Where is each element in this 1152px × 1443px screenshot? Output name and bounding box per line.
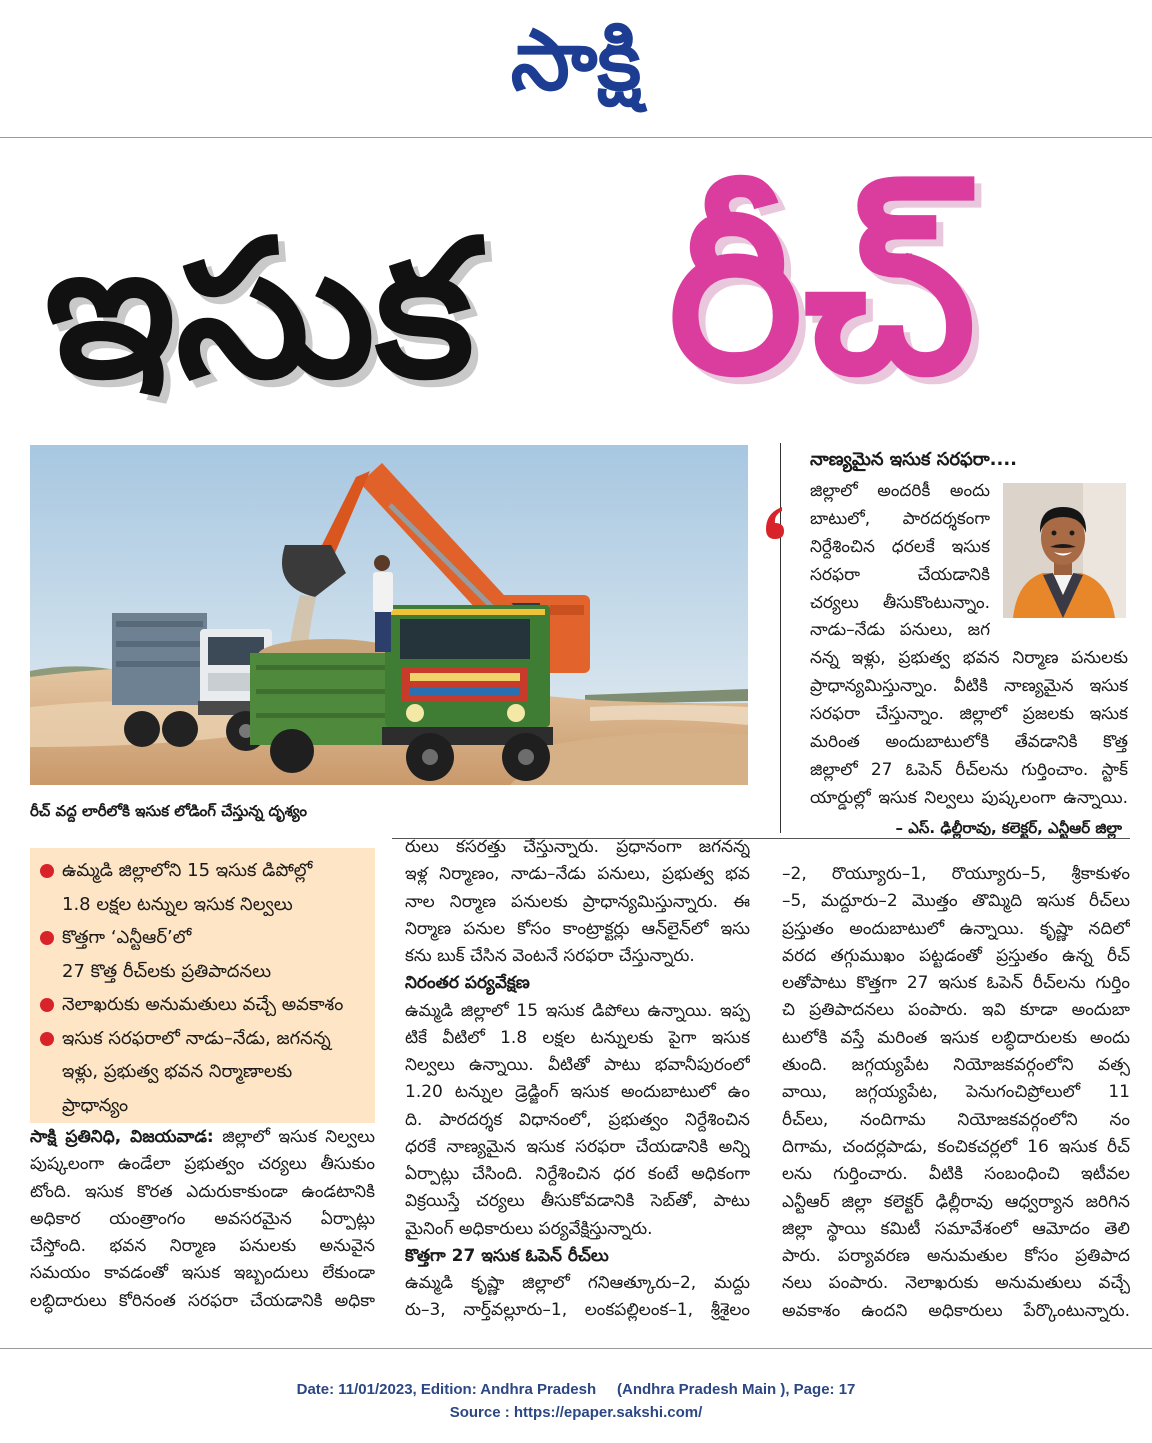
bullet-icon xyxy=(40,931,54,945)
footer-source-line: Source : https://epaper.sakshi.com/ xyxy=(449,1404,703,1421)
body-line: నాల నిర్మాణ పనులకు ప్రాధాన్యమిస్తున్నారు. ఈ xyxy=(405,891,750,912)
masthead-divider xyxy=(0,137,1152,138)
quote-heading: నాణ్యమైన ఇసుక సరఫరా.... xyxy=(810,449,1018,470)
body-line: అధికార యంత్రాంగం అవసరమైన ఏర్పాట్లు xyxy=(30,1208,375,1229)
headline-word-2: రీచ్ xyxy=(668,160,977,425)
article-column-middle xyxy=(405,834,750,1325)
body-line: ది. పారదర్శక విధానంలో, ప్రభుత్వం నిర్దేశించిన xyxy=(405,1109,750,1130)
body-line: చి ప్రతిపాదనలు పంపారు. ఇవి కూడా అందుబా xyxy=(782,1000,1130,1021)
quote-mark-icon xyxy=(760,503,790,543)
body-line: –2, రొయ్యూరు–1, రొయ్యూరు–5, శ్రీకాకుళం xyxy=(782,864,1130,884)
article-column-right xyxy=(782,861,1130,1325)
highlight-line: 27 కొత్త రీచ్‌లకు ప్రతిపాదనలు xyxy=(62,960,272,982)
body-line: లబ్ధిదారులు కోరినంత సరఫరా చేయడానికి అధికా xyxy=(30,1290,375,1311)
bullet-icon xyxy=(40,998,54,1012)
body-line: ఉమ్మడి జిల్లాలో 15 ఇసుక డిపోలు ఉన్నాయి. ఇప్ప xyxy=(405,1000,750,1021)
body-line: దిగామ, చందర్లపాడు, కంచికచర్లలో 16 ఇసుక రీచ్ xyxy=(782,1136,1130,1157)
highlight-line: కొత్తగా ‘ఎన్టీఆర్’లో xyxy=(62,927,192,948)
sakshi-logo: సాక్షి xyxy=(510,11,642,109)
dump-truck-left xyxy=(112,613,274,751)
bullet-icon xyxy=(40,864,54,878)
body-line: విక్రయిస్తే చర్యలు తీసుకోవడానికి సెబ్‌తో, పాటు xyxy=(405,1191,750,1212)
body-line: 1.20 టన్నుల డ్రెడ్జింగ్ ఇసుక అందుబాటులో ఉం xyxy=(405,1082,750,1103)
body-line: –5, మద్దూరు–2 మొత్తం తొమ్మిది ఇసుక రీచ్‌లు xyxy=(782,891,1130,912)
quote-line: సరఫరా చేస్తున్నాం. జిల్లాలో ప్రజలకు ఇసుక xyxy=(810,704,1128,725)
body-line: అవకాశం ఉందని అధికారులు పేర్కొంటున్నారు. xyxy=(782,1300,1130,1321)
body-line: కను బుక్ చేసిన వెంటనే సరఫరా చేస్తున్నారు. xyxy=(405,946,695,966)
highlights-box xyxy=(30,848,375,1123)
article-column-left xyxy=(30,1124,375,1315)
body-line xyxy=(30,1124,375,1151)
body-line: పుష్కలంగా ఉండేలా ప్రభుత్వం చర్యలు తీసుకుం xyxy=(30,1154,375,1175)
highlight-item xyxy=(30,1022,375,1123)
body-line: టోంది. ఇసుక కొరత ఎదురుకాకుండా ఉండటానికి xyxy=(30,1181,375,1202)
body-line: ధరకే నాణ్యమైన ఇసుక సరఫరా చేయడానికి అన్ని xyxy=(405,1136,750,1157)
quote-line: ప్రాధాన్యమిస్తున్నాం. వీటికి నాణ్యమైన ఇసుక xyxy=(810,676,1128,697)
quote-line: సరఫరా చేయడానికి xyxy=(810,564,990,585)
subheading: కొత్తగా 27 ఇసుక ఓపెన్ రీచ్‌లు xyxy=(405,1245,609,1266)
body-line: మైనింగ్ అధికారులు పర్యవేక్షిస్తున్నారు. xyxy=(405,1218,653,1239)
body-line: రులు కసరత్తు చేస్తున్నారు. ప్రధానంగా జగనన్న xyxy=(405,837,750,857)
quote-line: జిల్లాలో 27 ఓపెన్ రీచ్‌లను గుర్తించాం. స్టాక్ xyxy=(810,759,1128,780)
highlight-line: ప్రాధాన్యం xyxy=(62,1094,129,1116)
highlight-line: ఇసుక సరఫరాలో నాడు–నేడు, జగనన్న xyxy=(62,1027,331,1049)
subheading: నిరంతర పర్యవేక్షణ xyxy=(405,973,530,994)
body-line: చేస్తోంది. భవన నిర్మాణ పనులకు అనువైన xyxy=(30,1236,375,1257)
body-line: రీచ్‌లు, నందిగామ నియోజకవర్గంలోని నం xyxy=(782,1109,1130,1130)
body-line: నిల్వలు ఉన్నాయి. వీటితో పాటు భవానీపురంలో xyxy=(405,1055,750,1075)
sand-reach-photo xyxy=(30,445,748,785)
footer-divider xyxy=(0,1348,1152,1349)
highlight-item xyxy=(30,921,375,988)
body-line: రు–3, నార్త్‌వల్లూరు–1, లంకపల్లిలంక–1, శ్రీశైలం xyxy=(405,1300,750,1321)
photo-caption: రీచ్ వద్ద లారీలోకి ఇసుక లోడింగ్ చేస్తున్న దృశ్యం xyxy=(30,802,307,820)
body-line: సమయం కావడంతో ఇసుక ఇబ్బందులు లేకుండా xyxy=(30,1263,375,1284)
body-line: ఉమ్మడి కృష్ణా జిల్లాలో గనిఆత్కూరు–2, మద్దు xyxy=(405,1273,750,1293)
highlight-item xyxy=(30,988,375,1022)
bullet-icon xyxy=(40,1032,54,1046)
body-line: నలు పంపారు. నెలాఖరుకు అనుమతులు వచ్చే xyxy=(782,1273,1130,1294)
highlight-item xyxy=(30,854,375,921)
footer-date-line: Date: 11/01/2023, Edition: Andhra Pradesh (Andhra Pradesh Main ), Page: 17 xyxy=(296,1381,856,1398)
body-line: టికే వీటిలో 1.8 లక్షల టన్నులకు పైగా ఇసుక xyxy=(405,1027,750,1048)
dateline: సాక్షి ప్రతినిధి, విజయవాడ: xyxy=(30,1127,214,1147)
headline-word-1: ఇసుక xyxy=(45,199,475,420)
body-line: టులోకి వస్తే మరింత ఇసుక లబ్ధిదారులకు అందు xyxy=(782,1027,1130,1048)
quote-line: బాటులో, పారదర్శకంగా xyxy=(810,508,990,529)
body-line: నిర్మాణ పనుల కోసం కాంట్రాక్టర్లు ఆన్‌లైన్‌లో ఇసు xyxy=(405,918,750,939)
body-line: ఎన్టీఆర్ జిల్లా కలెక్టర్ ఢిల్లీరావు ఆధ్వర్యాన జరిగిన xyxy=(782,1191,1130,1212)
quote-line: యార్డుల్లో ఇసుక నిల్వలు పుష్కలంగా ఉన్నాయి. xyxy=(810,787,1128,808)
body-line-text: జిల్లాలో ఇసుక నిల్వలు xyxy=(222,1127,375,1147)
body-line: పారు. పర్యావరణ అనుమతుల కోసం ప్రతిపాద xyxy=(782,1246,1130,1267)
body-line: వరద తగ్గుముఖం పట్టడంతో ప్రస్తుతం ఉన్న రీచ్ xyxy=(782,945,1130,966)
quote-line: నిర్దేశించిన ధరలకే ఇసుక xyxy=(810,536,990,557)
quote-line: నాడు–నేడు పనులు, జగ xyxy=(810,620,990,641)
body-line: ప్రస్తుతం అందుబాటులో ఉన్నాయి. కృష్ణా నదిలో xyxy=(782,918,1130,939)
body-line: తుంది. జగ్గయ్యపేట నియోజకవర్గంలోని వత్స xyxy=(782,1055,1130,1076)
body-line: ఇళ్ల నిర్మాణం, నాడు–నేడు పనులు, ప్రభుత్వ భవ xyxy=(405,864,750,885)
quote-text xyxy=(810,478,1128,813)
quote-line: నన్న ఇళ్లు, ప్రభుత్వ భవన నిర్మాణ పనులకు xyxy=(810,648,1128,669)
quote-line: జిల్లాలో అందరికీ అందు xyxy=(810,481,990,501)
quote-attribution: – ఎస్. ఢిల్లీరావు, కలెక్టర్, ఎన్టీఆర్ జిల్లా xyxy=(895,819,1122,837)
body-line: వాయి, జగ్గయ్యపేట, పెనుగంచిప్రోలులో 11 xyxy=(782,1082,1130,1103)
body-line: ఏర్పాట్లు చేసింది. నిర్దేశించిన ధర కంటే అధికంగా xyxy=(405,1164,750,1184)
highlight-line: నెలాఖరుకు అనుమతులు వచ్చే అవకాశం xyxy=(62,994,344,1015)
highlight-line: 1.8 లక్షల టన్నుల ఇసుక నిల్వలు xyxy=(62,893,293,915)
highlight-line: ఇళ్లు, ప్రభుత్వ భవన నిర్మాణాలకు xyxy=(62,1061,293,1082)
quote-line: చర్యలు తీసుకొంటున్నాం. xyxy=(810,592,990,613)
quote-line: మరింత అందుబాటులోకి తేవడానికి కొత్త xyxy=(810,732,1128,753)
quote-divider xyxy=(780,443,781,833)
body-line: లతోపాటు కొత్తగా 27 ఇసుక ఓపెన్ రీచ్‌లను గుర్తిం xyxy=(782,973,1130,994)
body-line: లను గుర్తించారు. వీటికి సంబంధించి ఇటీవల xyxy=(782,1164,1130,1185)
body-line: జిల్లా స్థాయి కమిటీ సమావేశంలో ఆమోదం తెలి xyxy=(782,1218,1130,1239)
highlight-line: ఉమ్మడి జిల్లాలోని 15 ఇసుక డిపోల్లో xyxy=(62,860,313,881)
